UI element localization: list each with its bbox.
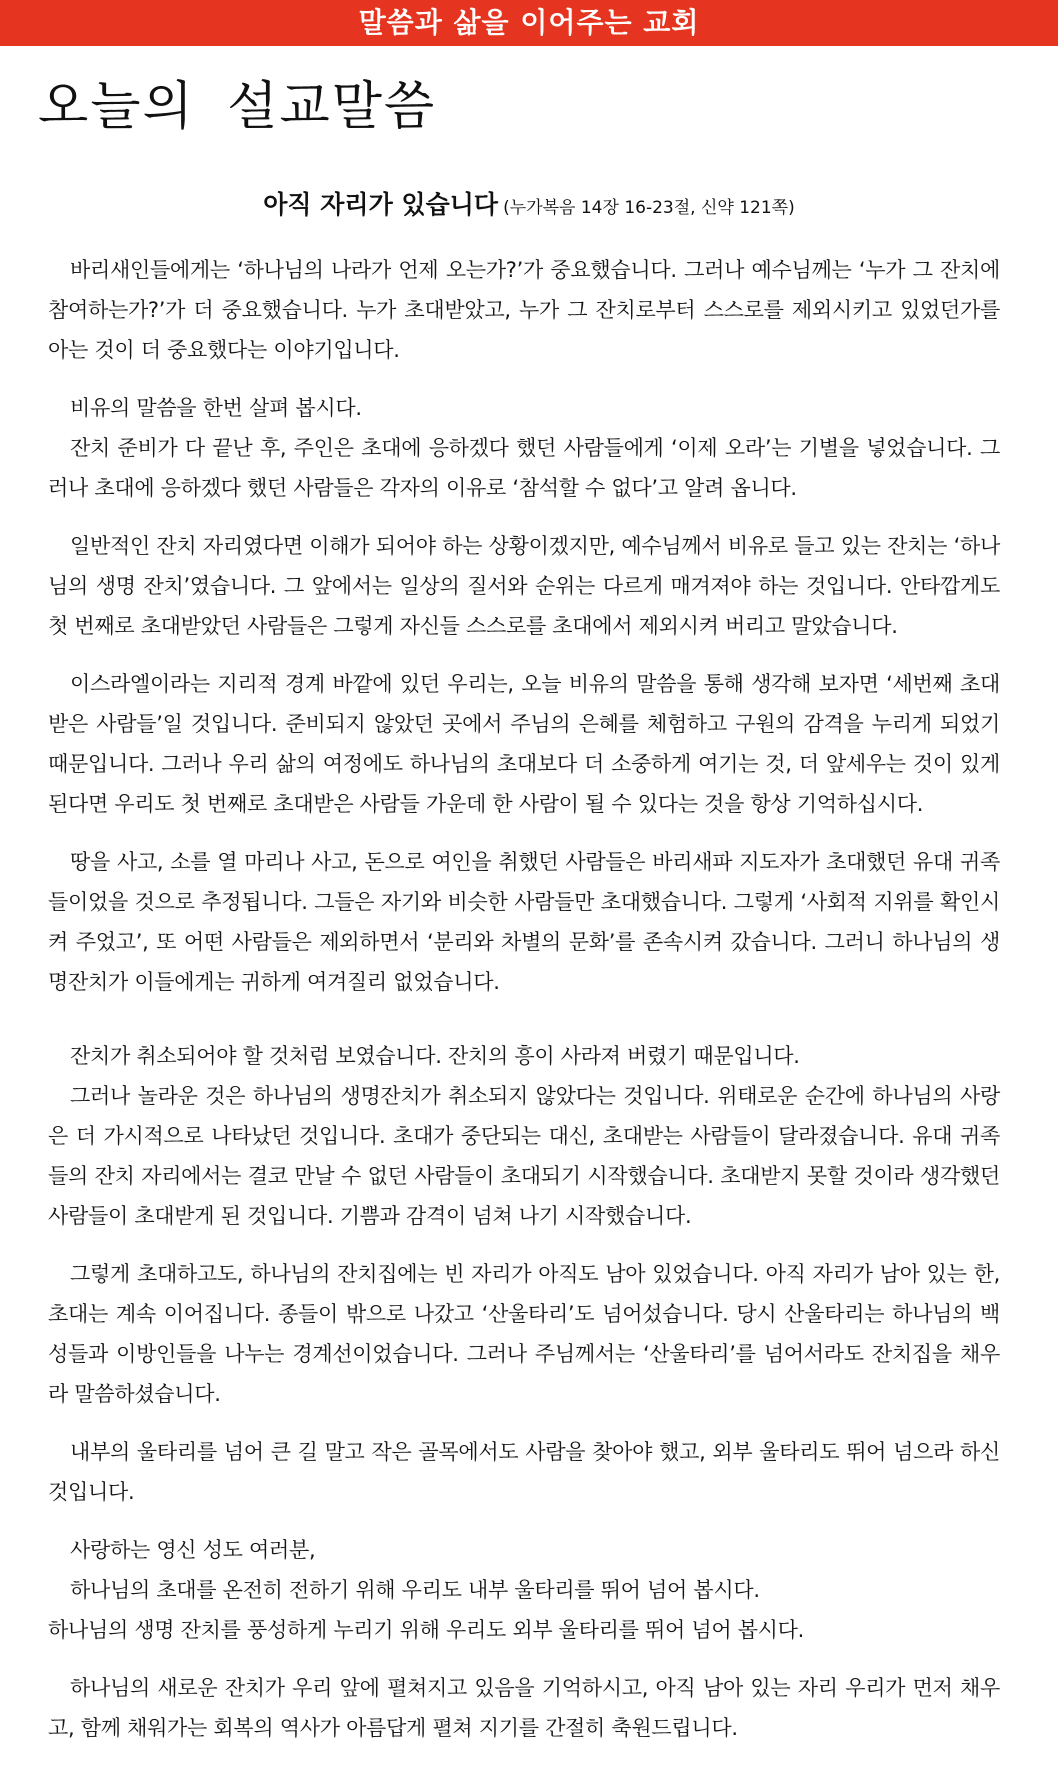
- sermon-paragraph: 그렇게 초대하고도, 하나님의 잔치집에는 빈 자리가 아직도 남아 있었습니다. 아직 자리가 남아 있는 한, 초대는 계속 이어집니다. 종들이 밖으로 나갔고 ‘산울타리’도 넘어섰습니다. 당시 산울타리는 하나님의 백성들과 이방인들을 나누는 경계선이었습니다. 그러나 주님께서는 ‘산울타리’를 넘어서라도 잔치집을 채우라 말씀하셨습니다.: [48, 1262, 1000, 1406]
- sermon-paragraph: 하나님의 생명 잔치를 풍성하게 누리기 위해 우리도 외부 울타리를 뛰어 넘어 봅시다.: [48, 1618, 805, 1642]
- sermon-heading: [0, 185, 1058, 221]
- sermon-paragraph: 하나님의 초대를 온전히 전하기 위해 우리도 내부 울타리를 뛰어 넘어 봅시다.: [70, 1578, 760, 1602]
- sermon-paragraph: 사랑하는 영신 성도 여러분,: [70, 1538, 316, 1562]
- sermon-paragraph: 바리새인들에게는 ‘하나님의 나라가 언제 오는가?’가 중요했습니다. 그러나 예수님께는 ‘누가 그 잔치에 참여하는가?’가 더 중요했습니다. 누가 초대받았고, 누가 그 잔치로부터 스스로를 제외시키고 있었던가를 아는 것이 더 중요했다는 이야기입니다.: [48, 258, 1000, 362]
- church-slogan-text: 말씀과 삶을 이어주는 교회: [358, 6, 700, 39]
- sermon-paragraph: 잔치가 취소되어야 할 것처럼 보였습니다. 잔치의 흥이 사라져 버렸기 때문입니다.: [70, 1044, 800, 1068]
- sermon-title: 아직 자리가 있습니다: [263, 190, 499, 219]
- sermon-paragraph: 비유의 말씀을 한번 살펴 봅시다.: [70, 396, 362, 420]
- church-slogan-banner: [0, 0, 1058, 46]
- sermon-paragraph: 그러나 놀라운 것은 하나님의 생명잔치가 취소되지 않았다는 것입니다. 위태로운 순간에 하나님의 사랑은 더 가시적으로 나타났던 것입니다. 초대가 중단되는 대신, 초대받는 사람들이 달라졌습니다. 유대 귀족들의 잔치 자리에서는 결코 만날 수 없던 사람들이 초대되기 시작했습니다. 초대받지 못할 것이라 생각했던 사람들이 초대받게 된 것입니다. 기쁨과 감격이 넘쳐 나기 시작했습니다.: [48, 1084, 1000, 1228]
- sermon-paragraph: 잔치 준비가 다 끝난 후, 주인은 초대에 응하겠다 했던 사람들에게 ‘이제 오라’는 기별을 넣었습니다. 그러나 초대에 응하겠다 했던 사람들은 각자의 이유로 ‘참석할 수 없다’고 알려 옵니다.: [48, 436, 1000, 500]
- sermon-paragraph: 이스라엘이라는 지리적 경계 바깥에 있던 우리는, 오늘 비유의 말씀을 통해 생각해 보자면 ‘세번째 초대받은 사람들’일 것입니다. 준비되지 않았던 곳에서 주님의 은혜를 체험하고 구원의 감격을 누리게 되었기 때문입니다. 그러나 우리 삶의 여정에도 하나님의 초대보다 더 소중하게 여기는 것, 더 앞세우는 것이 있게 된다면 우리도 첫 번째로 초대받은 사람들 가운데 한 사람이 될 수 있다는 것을 항상 기억하십시다.: [48, 672, 1000, 816]
- scripture-reference: (누가복음 14장 16-23절, 신약 121쪽): [503, 198, 795, 218]
- page-title: 오늘의 설교말씀: [38, 77, 437, 137]
- sermon-paragraph: 땅을 사고, 소를 열 마리나 사고, 돈으로 여인을 취했던 사람들은 바리새파 지도자가 초대했던 유대 귀족들이었을 것으로 추정됩니다. 그들은 자기와 비슷한 사람들만 초대했습니다. 그렇게 ‘사회적 지위를 확인시켜 주었고’, 또 어떤 사람들은 제외하면서 ‘분리와 차별의 문화’를 존속시켜 갔습니다. 그러니 하나님의 생명잔치가 이들에게는 귀하게 여겨질리 없었습니다.: [48, 850, 1000, 994]
- sermon-paragraph: 내부의 울타리를 넘어 큰 길 말고 작은 골목에서도 사람을 찾아야 했고, 외부 울타리도 뛰어 넘으라 하신 것입니다.: [48, 1440, 1000, 1504]
- sermon-body: [48, 250, 1000, 1766]
- sermon-paragraph: 일반적인 잔치 자리였다면 이해가 되어야 하는 상황이겠지만, 예수님께서 비유로 들고 있는 잔치는 ‘하나님의 생명 잔치’였습니다. 그 앞에서는 일상의 질서와 순위는 다르게 매겨져야 하는 것입니다. 안타깝게도 첫 번째로 초대받았던 사람들은 그렇게 자신들 스스로를 초대에서 제외시켜 버리고 말았습니다.: [48, 534, 1000, 638]
- sermon-paragraph: 하나님의 새로운 잔치가 우리 앞에 펼쳐지고 있음을 기억하시고, 아직 남아 있는 자리 우리가 먼저 채우고, 함께 채워가는 회복의 역사가 아름답게 펼쳐 지기를 간절히 축원드립니다.: [48, 1676, 1000, 1740]
